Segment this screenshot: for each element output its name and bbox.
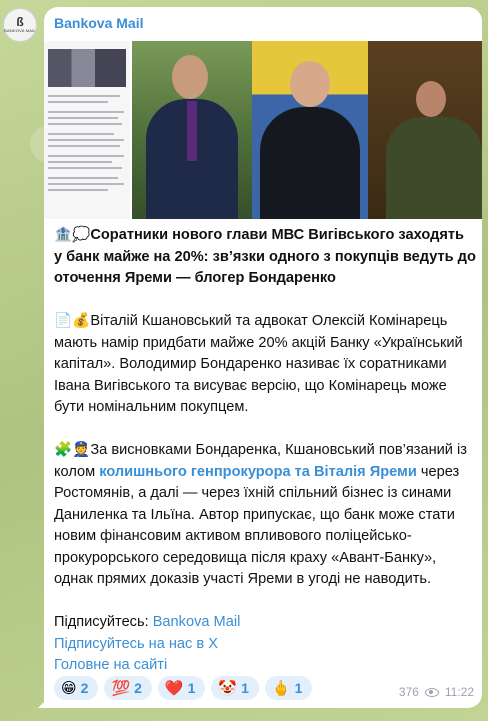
- message-time: 11:22: [444, 685, 474, 699]
- media-album[interactable]: [44, 41, 482, 219]
- subscribe-label: Підписуйтесь:: [54, 614, 153, 630]
- reaction-heart[interactable]: ❤️ 1: [158, 676, 205, 700]
- photo-police-officer[interactable]: [252, 41, 368, 219]
- site-link[interactable]: Головне на сайті: [54, 657, 168, 673]
- footer-links: [54, 612, 476, 677]
- channel-avatar[interactable]: [3, 8, 37, 42]
- eye-icon: [425, 688, 439, 697]
- post-title: 🏦💭Соратники нового глави МВС Вигівського заходять у банк майже на 20%: зв’язки одного з покупців ведуть до оточення Яреми — блогер Бондаренко: [54, 227, 476, 286]
- bankova-logo-icon: ß: [16, 15, 24, 29]
- subscribe-x-link[interactable]: Підписуйтесь на нас в X: [54, 635, 218, 652]
- reactions-bar: [54, 676, 312, 700]
- avatar-text: BANKOVA MAIL: [4, 28, 36, 33]
- prosecutor-link[interactable]: колишнього генпрокурора та Віталія Яреми: [99, 463, 417, 480]
- post-paragraph-2: 🧩👮За висновками Бондаренка, Кшановський пов’язаний із колом колишнього генпрокурора та Віталія Яреми через Ростомянів, а далі — через їхній спільний бізнес із синами Даниленка та Ільїна. Автор припускає, що банк може стати новим фінансовим активом впливового поліцейсько-прокурорського середовища після краху «Авант-Банку», однак прямих доказів участі Яреми в угоді не наводить.: [54, 442, 467, 587]
- post-paragraph-1: 📄💰Віталій Кшановський та адвокат Олексій Комінарець мають намір придбати майже 20% акцій Банку «Український капітал». Володимир Бондаренко називає їх соратниками Івана Вигівського та висуває версію, що Комінарець може бути номінальним покупцем.: [54, 313, 463, 415]
- message-meta: [399, 685, 474, 699]
- bubble-tail: [38, 698, 48, 708]
- channel-name[interactable]: Bankova Mail: [54, 15, 144, 31]
- view-count: 376: [398, 685, 419, 699]
- photo-man-suit[interactable]: [132, 41, 252, 219]
- message-text: [54, 225, 476, 677]
- reaction-finger[interactable]: 🖕 1: [265, 676, 312, 700]
- subscribe-channel-link[interactable]: Bankova Mail: [152, 614, 241, 630]
- photo-military-officer[interactable]: [368, 41, 482, 219]
- reaction-grin[interactable]: 😁 2: [54, 676, 98, 700]
- document-thumbnail[interactable]: [44, 41, 130, 219]
- message-bubble: [44, 7, 482, 708]
- reaction-clown[interactable]: 🤡 1: [211, 676, 258, 700]
- reaction-hundred[interactable]: 💯 2: [104, 676, 151, 700]
